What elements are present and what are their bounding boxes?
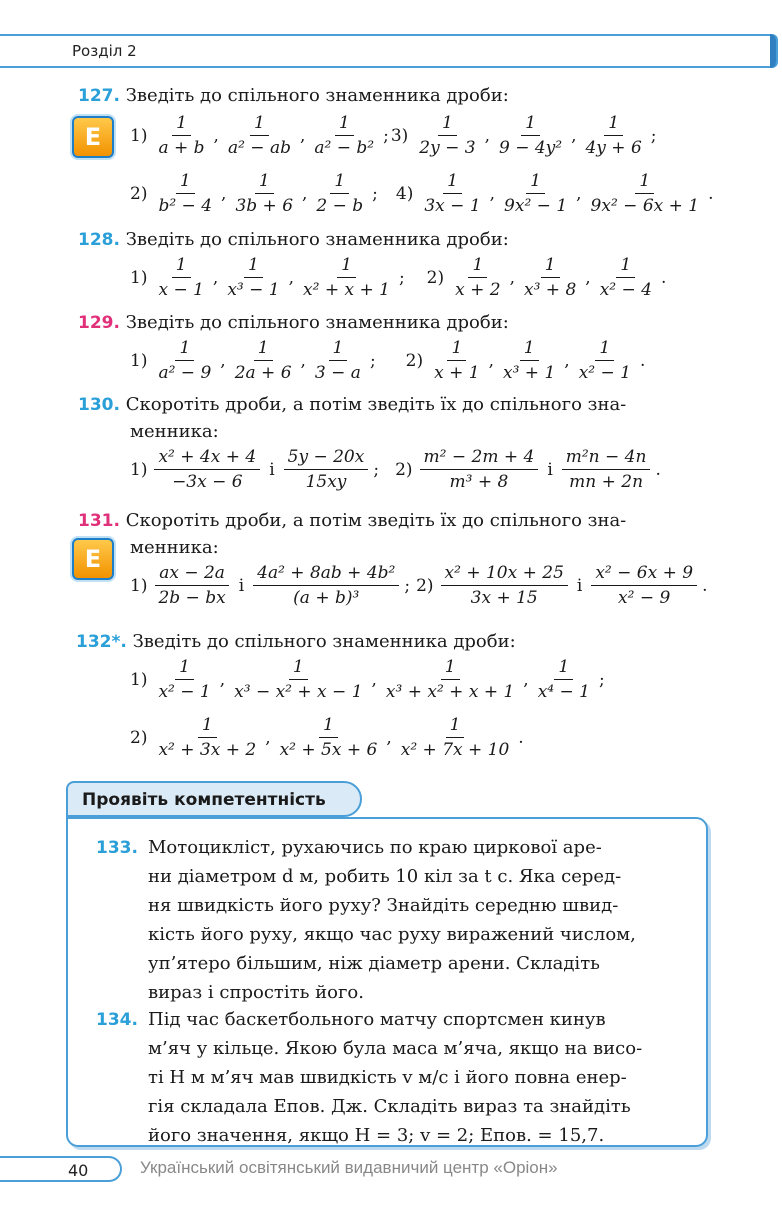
section-title: Розділ 2	[72, 42, 137, 60]
problem-128-heading	[78, 228, 509, 252]
fraction: $\frac{1}{\text{x² + 7x + 10}}$	[400, 715, 510, 760]
fraction: $\frac{1}{\text{x³ − 1}}$	[227, 255, 280, 300]
item-label: 2)	[426, 267, 445, 288]
fraction: $\frac{1}{\text{x² − 1}}$	[578, 338, 631, 383]
fraction: $\frac{1}{x - 1}$	[158, 255, 204, 300]
fraction: $\frac{5y - 20x}{15xy}$	[284, 446, 369, 493]
fraction: $\frac{\text{4a² + 8ab + 4b²}}{\text{(a + b)³}}$	[253, 562, 399, 609]
fraction: $\frac{\text{x² + 10x + 25}}{3x + 15}$	[441, 562, 568, 609]
page-number: 40	[68, 1161, 89, 1180]
item-label: 2)	[416, 575, 434, 596]
item-label: 2)	[130, 727, 148, 748]
problem-text: Скоротіть дроби, а потім зведіть їх до спільного зна-	[125, 394, 627, 415]
text-line: ни діаметром d м, робить 10 кіл за t с. Яка серед-	[148, 866, 622, 887]
fraction: $\frac{ax - 2a}{2b - bx}$	[154, 562, 229, 609]
fraction: $\frac{1}{4y + 6}$	[585, 113, 642, 158]
problem-131-row: 1) $\frac{ax - 2a}{2b - bx}$ і $\frac{\text{4a² + 8ab + 4b²}}{\text{(a + b)³}}$ ; 2) $\frac{\text{x² + 10x + 25}}{3x + 15}$ і $\frac{\text{x² − 6x + 9}}{\text{x² − 9}}$ .	[130, 563, 708, 608]
item-label: 3)	[390, 125, 409, 146]
problem-128-row: 1) $\frac{1}{x - 1}$ , $\frac{1}{\text{x³ − 1}}$ , $\frac{1}{\text{x² + x + 1}}$ ; 2) $\frac{1}{x + 2}$ , $\frac{1}{\text{x³ + 8}}$ , $\frac{1}{\text{x² − 4}}$ .	[130, 255, 667, 300]
text-line: Під час баскетбольного матчу спортсмен кинув	[148, 1009, 606, 1030]
fraction: $\frac{1}{\text{x² − 1}}$	[158, 657, 211, 702]
fraction: $\frac{\text{x² − 6x + 9}}{\text{x² − 9}}$	[591, 562, 697, 609]
problem-number: 128.	[78, 230, 120, 250]
fraction: $\frac{1}{2y - 3}$	[419, 113, 476, 158]
fraction: $\frac{1}{\text{9x² − 1}}$	[504, 171, 568, 216]
problem-127-row-1: 1) $\frac{1}{a + b}$ , $\frac{1}{\text{a² − ab}}$ , $\frac{1}{\text{a² − b²}}$ ; 3) $\frac{1}{2y - 3}$ , $\frac{1}{\text{9 − 4y²}}$ , $\frac{1}{4y + 6}$ ;	[130, 113, 657, 158]
problem-text: Зведіть до спільного знаменника дроби:	[125, 85, 509, 106]
problem-133-number: 133.	[96, 838, 138, 858]
problem-129-heading	[78, 311, 509, 335]
fraction: $\frac{1}{\text{x³ + x² + x + 1}}$	[385, 657, 515, 702]
problem-131-heading	[78, 509, 626, 533]
text-line: вираз і спростіть його.	[148, 982, 364, 1003]
problem-text: Скоротіть дроби, а потім зведіть їх до спільного зна-	[125, 510, 627, 531]
problem-text-continuation: менника:	[130, 537, 219, 558]
fraction: $\frac{1}{\text{a² − 9}}$	[158, 338, 212, 383]
item-label: 1)	[130, 669, 148, 690]
fraction: $\frac{1}{2a + 6}$	[234, 338, 292, 383]
page-header	[0, 34, 778, 68]
fraction: $\frac{1}{\text{x³ + 8}}$	[524, 255, 577, 300]
problem-134-text	[148, 1005, 690, 1150]
fraction: $\frac{1}{\text{b² − 4}}$	[158, 171, 213, 216]
problem-129-row: 1) $\frac{1}{\text{a² − 9}}$ , $\frac{1}{2a + 6}$ , $\frac{1}{3 - a}$ ; 2) $\frac{1}{x + 1}$ , $\frac{1}{\text{x³ + 1}}$ , $\frac{1}{\text{x² − 1}}$ .	[130, 338, 646, 383]
fraction: $\frac{1}{\text{x² + x + 1}}$	[303, 255, 390, 300]
problem-text-continuation: менника:	[130, 421, 219, 442]
problem-134-number: 134.	[96, 1010, 138, 1030]
item-label: 1)	[130, 575, 148, 596]
problem-text: Зведіть до спільного знаменника дроби:	[132, 631, 516, 652]
header-accent-bar	[770, 34, 776, 68]
conjunction: і	[547, 459, 553, 480]
fraction: $\frac{\text{m² − 2m + 4}}{\text{m³ + 8}}$	[420, 446, 539, 493]
item-label: 4)	[395, 183, 414, 204]
item-label: 2)	[395, 459, 413, 480]
item-label: 2)	[405, 350, 424, 371]
problem-132-heading	[76, 630, 516, 654]
publisher-name: Український освітянський видавничий центр «Оріон»	[140, 1158, 558, 1177]
fraction: $\frac{1}{x + 1}$	[434, 338, 480, 383]
item-label: 1)	[130, 350, 148, 371]
fraction: $\frac{1}{\text{9x² − 6x + 1}}$	[590, 171, 700, 216]
text-line: м’яч у кільце. Якою була маса м’яча, якщо на висо-	[148, 1038, 643, 1059]
problem-130-heading	[78, 393, 626, 417]
fraction: $\frac{1}{\text{x² + 5x + 6}}$	[279, 715, 378, 760]
problem-132-row-2: 2) $\frac{1}{\text{x² + 3x + 2}}$ , $\frac{1}{\text{x² + 5x + 6}}$ , $\frac{1}{\text{x² + 7x + 10}}$ .	[130, 715, 524, 760]
item-label: 1)	[130, 459, 148, 480]
fraction: $\frac{1}{3x - 1}$	[424, 171, 481, 216]
problem-130-row: 1) $\frac{\text{x² + 4x + 4}}{-3x - 6}$ і $\frac{5y - 20x}{15xy}$ ; 2) $\frac{\text{m² − 2m + 4}}{\text{m³ + 8}}$ і $\frac{\text{m²n − 4n}}{mn + 2n}$ .	[130, 447, 661, 492]
fraction: $\frac{1}{3b + 6}$	[235, 171, 294, 216]
problem-number: 130.	[78, 395, 120, 415]
conjunction: і	[238, 575, 245, 596]
page-number-box	[0, 1156, 122, 1182]
problem-number: 132*.	[76, 632, 127, 652]
item-label: 1)	[130, 125, 148, 146]
item-label: 2)	[130, 183, 148, 204]
problem-132-row-1: 1) $\frac{1}{\text{x² − 1}}$ , $\frac{1}{\text{x³ − x² + x − 1}}$ , $\frac{1}{\text{x³ + x² + x + 1}}$ , $\frac{1}{\text{x⁴ − 1}}$ ;	[130, 657, 605, 702]
fraction: $\frac{1}{\text{9 − 4y²}}$	[498, 113, 563, 158]
fraction: $\frac{1}{\text{x³ − x² + x − 1}}$	[234, 657, 363, 702]
text-line: кість його руху, якщо час руху виражений числом,	[148, 924, 636, 945]
exercise-e-badge: E	[72, 538, 114, 580]
text-line: Мотоцикліст, рухаючись по краю циркової аре-	[148, 837, 602, 858]
fraction: $\frac{1}{\text{x⁴ − 1}}$	[537, 657, 590, 702]
conjunction: і	[269, 459, 275, 480]
text-line: уп’ятеро більшим, ніж діаметр арени. Складіть	[148, 953, 600, 974]
fraction: $\frac{1}{2 - b}$	[316, 171, 364, 216]
fraction: $\frac{1}{\text{x² + 3x + 2}}$	[158, 715, 257, 760]
item-label: 1)	[130, 267, 148, 288]
problem-text: Зведіть до спільного знаменника дроби:	[125, 229, 509, 250]
problem-133-text	[148, 833, 690, 1007]
fraction: $\frac{\text{m²n − 4n}}{mn + 2n}$	[562, 446, 651, 493]
fraction: $\frac{1}{a + b}$	[158, 113, 205, 158]
competence-tab	[66, 781, 362, 817]
fraction: $\frac{1}{\text{a² − b²}}$	[314, 113, 375, 158]
problem-text: Зведіть до спільного знаменника дроби:	[125, 312, 509, 333]
problem-127-row-2: 2) $\frac{1}{\text{b² − 4}}$ , $\frac{1}{3b + 6}$ , $\frac{1}{2 - b}$ ; 4) $\frac{1}{3x - 1}$ , $\frac{1}{\text{9x² − 1}}$ , $\frac{1}{\text{9x² − 6x + 1}}$ .	[130, 171, 714, 216]
fraction: $\frac{\text{x² + 4x + 4}}{-3x - 6}$	[154, 446, 260, 493]
fraction: $\frac{1}{\text{a² − ab}}$	[227, 113, 291, 158]
competence-title: Проявіть компетентність	[82, 790, 326, 810]
fraction: $\frac{1}{x + 2}$	[455, 255, 501, 300]
problem-number: 127.	[78, 86, 120, 106]
fraction: $\frac{1}{\text{x³ + 1}}$	[503, 338, 556, 383]
problem-number: 129.	[78, 313, 120, 333]
conjunction: і	[576, 575, 583, 596]
text-line: гія складала Eпов. Дж. Складіть вираз та знайдіть	[148, 1096, 631, 1117]
text-line: ня швидкість його руху? Знайдіть середню швид-	[148, 895, 619, 916]
exercise-e-badge: E	[72, 116, 114, 158]
text-line: ті H м м’яч мав швидкість v м/с і його повна енер-	[148, 1067, 627, 1088]
text-line: його значення, якщо H = 3; v = 2; Eпов. = 15,7.	[148, 1125, 605, 1146]
problem-number: 131.	[78, 511, 120, 531]
fraction: $\frac{1}{3 - a}$	[314, 338, 361, 383]
fraction: $\frac{1}{\text{x² − 4}}$	[599, 255, 652, 300]
problem-127-heading	[78, 84, 509, 108]
